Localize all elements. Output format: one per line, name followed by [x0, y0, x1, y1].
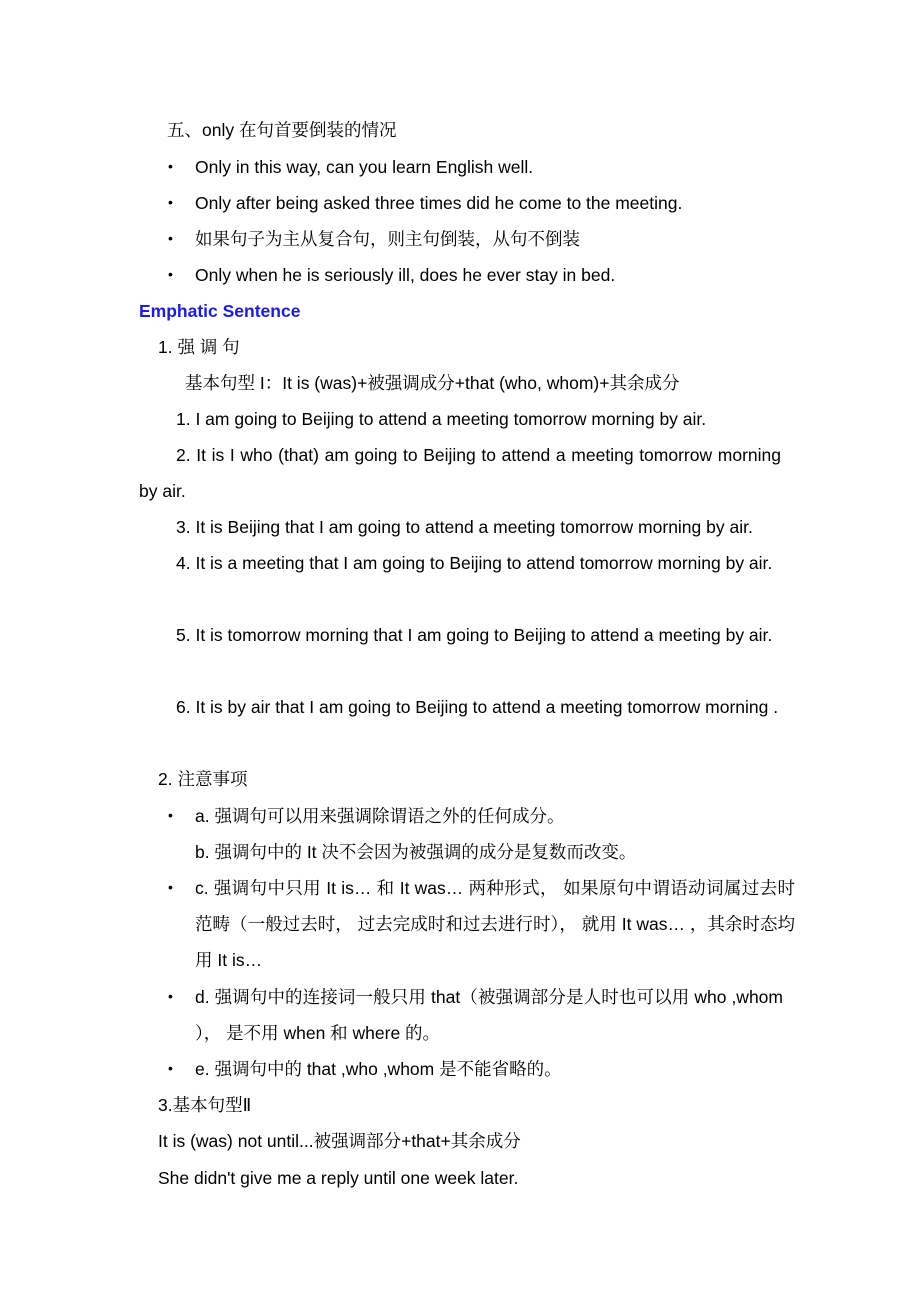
bullet-text: Only in this way, can you learn English well.: [195, 157, 534, 177]
bullet: •: [168, 879, 173, 895]
note: d. 强调句中的连接词一般只用 that（被强调部分是人时也可以用 who ,whom ）， 是不用 when 和 where 的。: [195, 987, 783, 1043]
example: 1. I am going to Beijing to attend a meeting tomorrow morning by air.: [176, 409, 707, 429]
part2-title: 2. 注意事项: [158, 769, 248, 789]
bullet: •: [168, 266, 173, 282]
pattern-1: 基本句型 I：It is (was)+被强调成分+that (who, whom)+其余成分: [185, 373, 680, 393]
bullet-text: Only after being asked three times did he come to the meeting.: [195, 193, 683, 213]
note: e. 强调句中的 that ,who ,whom 是不能省略的。: [195, 1059, 562, 1079]
example: 5. It is tomorrow morning that I am going to Beijing to attend a meeting by air.: [176, 625, 773, 645]
example: 4. It is a meeting that I am going to Beijing to attend tomorrow morning by air.: [176, 553, 773, 573]
bullet: •: [168, 230, 173, 246]
example: 6. It is by air that I am going to Beijing to attend a meeting tomorrow morning .: [176, 697, 779, 717]
part1-title: 1. 强 调 句: [158, 337, 240, 357]
bullet: •: [168, 194, 173, 210]
note: c. 强调句中只用 It is… 和 It was… 两种形式， 如果原句中谓语动词属过去时范畴（一般过去时， 过去完成时和过去进行时）， 就用 It was… ，其余时态均用 It is…: [195, 878, 795, 970]
example: 2. It is I who (that) am going to Beijing to attend a meeting tomorrow morning by air.: [139, 445, 781, 501]
bullet-text: 如果句子为主从复合句，则主句倒装，从句不倒装: [195, 229, 580, 249]
heading: Emphatic Sentence: [139, 301, 301, 321]
bullet: •: [168, 988, 173, 1004]
part3-title: 3.基本句型Ⅱ: [158, 1095, 252, 1115]
example: 3. It is Beijing that I am going to attend a meeting tomorrow morning by air.: [176, 517, 753, 537]
bullet: •: [168, 807, 173, 823]
section-title: 五、only 在句首要倒装的情况: [167, 120, 397, 140]
bullet: •: [168, 1060, 173, 1076]
pattern-2: It is (was) not until...被强调部分+that+其余成分: [158, 1131, 521, 1151]
example: She didn't give me a reply until one week later.: [158, 1168, 519, 1188]
note: b. 强调句中的 It 决不会因为被强调的成分是复数而改变。: [195, 842, 637, 862]
bullet-text: Only when he is seriously ill, does he ever stay in bed.: [195, 265, 616, 285]
bullet: •: [168, 158, 173, 174]
note: a. 强调句可以用来强调除谓语之外的任何成分。: [195, 806, 565, 826]
